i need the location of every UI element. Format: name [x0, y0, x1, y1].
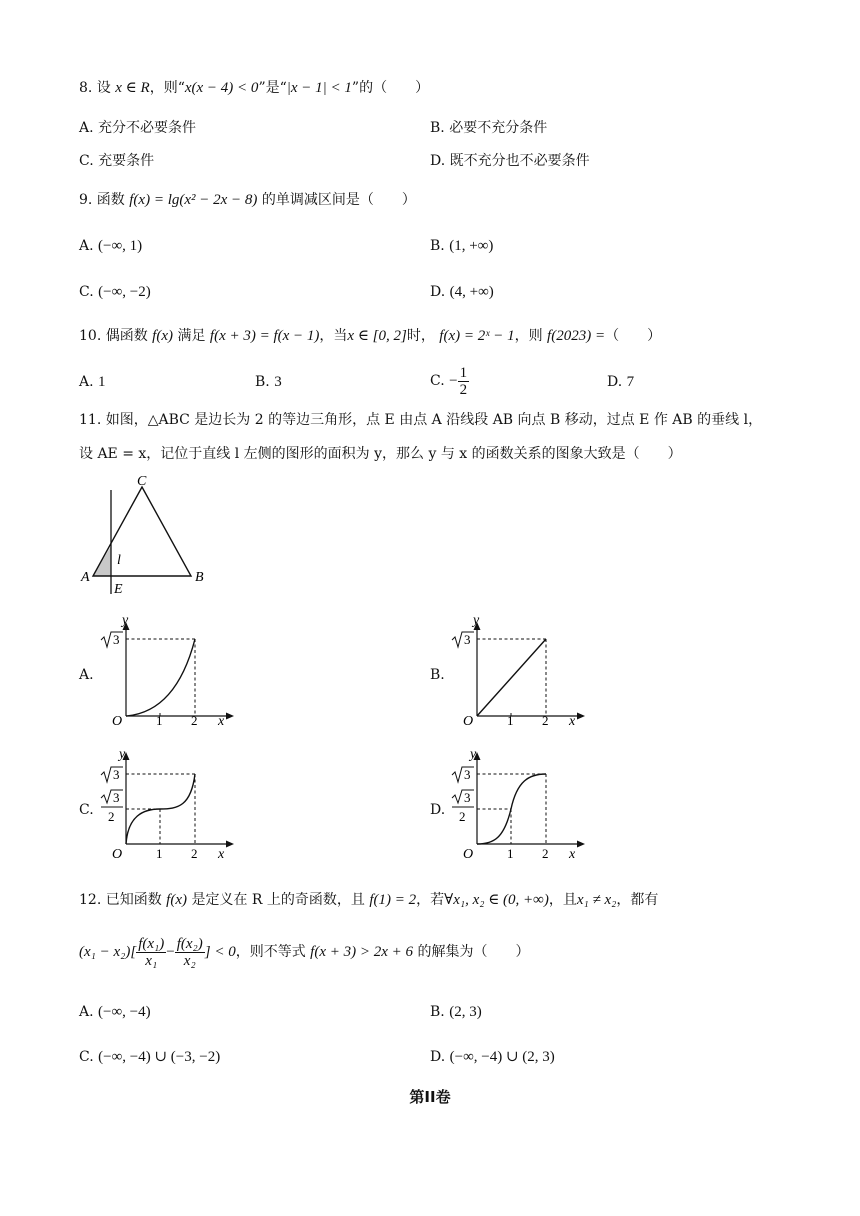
tick-2-label: 2: [542, 846, 549, 861]
q8-stem-pre: 8. 设: [79, 80, 111, 96]
q9-option-d-value: (4, +∞): [449, 284, 494, 300]
y-axis-label: y: [119, 747, 126, 762]
q12-math-forall: ∀x₁, x₂ ∈ (0, +∞): [444, 892, 549, 908]
y-axis-label: y: [473, 613, 480, 628]
q10-stem-mid3: 时，: [406, 328, 435, 344]
q12-frac-x2-num: f(x₂): [176, 935, 203, 952]
tick-2-label: 2: [191, 713, 198, 728]
q8-option-d[interactable]: D. 既不充分也不必要条件: [430, 153, 590, 169]
q12-minus: −: [166, 944, 175, 960]
q10-option-a-value: 1: [98, 374, 106, 390]
q10-math-ask: f(2023) =: [547, 328, 606, 344]
q12-frac-x1: [136, 936, 166, 969]
q9-option-c-label: C.: [79, 284, 94, 300]
q12-option-b-value: (2, 3): [449, 1004, 482, 1020]
q8-math-a: x(x − 4) < 0: [184, 80, 259, 96]
y-axis-label: y: [470, 747, 477, 762]
question-12-stem-line1: [79, 890, 658, 910]
triangle-figure: [75, 470, 215, 600]
q8-option-c[interactable]: C. 充要条件: [79, 153, 155, 169]
q12-option-d-label: D.: [430, 1049, 446, 1065]
q9-option-b-label: B.: [430, 238, 445, 254]
x-axis-label: x: [569, 847, 576, 862]
q12-math-f1: f(1) = 2: [369, 892, 417, 908]
q12-option-b-label: B.: [430, 1004, 445, 1020]
label-b: B: [195, 570, 204, 585]
q10-option-b-value: 3: [274, 374, 282, 390]
origin-label: O: [463, 847, 474, 862]
sqrt3-label: 3: [113, 767, 120, 782]
q11-stem-line2: 设 AE = x，记位于直线 l 左侧的图形的面积为 y，那么 y 与 x 的函数关系的图象大致是（ ）: [79, 446, 682, 462]
sqrt-sign-half: [101, 790, 123, 803]
q12-frac-x1-den: x₁: [145, 952, 158, 969]
q12-ineq-post: ] < 0: [204, 944, 236, 960]
q10-option-c-label: C.: [430, 373, 445, 389]
tick-1-label: 1: [507, 713, 514, 728]
q12-math-ineq: f(x + 3) > 2x + 6: [310, 944, 413, 960]
q12-option-c-label: C.: [79, 1049, 94, 1065]
q12-option-a-label: A.: [79, 1004, 94, 1020]
q10-math-f: f(x): [152, 328, 173, 344]
q8-stem-mid2: ”是“: [258, 80, 287, 96]
label-l: l: [117, 553, 121, 568]
label-a: A: [81, 570, 90, 585]
q12-stem-mid4: ，都有: [616, 892, 659, 908]
q9-option-c-value: (−∞, −2): [98, 284, 151, 300]
q11-option-a-graph: [98, 612, 238, 728]
q10-stem-mid1: 满足: [177, 328, 206, 344]
q12-stem-mid3: ，且: [548, 892, 577, 908]
q9-option-a[interactable]: [79, 236, 142, 256]
question-10-stem: [79, 326, 661, 346]
q10-option-a[interactable]: [79, 372, 106, 392]
q12-option-d[interactable]: [430, 1047, 555, 1067]
q12-math-neq: x₁ ≠ x₂: [576, 892, 617, 908]
sqrt-sign: [452, 632, 474, 647]
sqrt3-label: 3: [464, 632, 471, 647]
q9-stem-pre: 9. 函数: [79, 192, 125, 208]
q11-option-c-label[interactable]: C.: [79, 802, 94, 818]
q10-option-c[interactable]: [430, 361, 469, 401]
q12-stem-pre: 12. 已知函数: [79, 892, 162, 908]
half-denominator: 2: [108, 809, 115, 824]
q12-math-f: f(x): [166, 892, 187, 908]
half-denominator: 2: [459, 809, 466, 824]
half-numerator: 3: [464, 790, 471, 805]
x-axis-label: x: [218, 714, 225, 728]
q10-stem-end: （ ）: [605, 328, 662, 344]
q12-stem-end: 的解集为（ ）: [417, 944, 530, 960]
q8-stem-mid1: ，则“: [149, 80, 185, 96]
tick-1-label: 1: [156, 713, 163, 728]
q11-option-b-label[interactable]: B.: [430, 667, 445, 683]
q11-stem-line1: 11. 如图，△ABC 是边长为 2 的等边三角形，点 E 由点 A 沿线段 AB 向点 B 移动，过点 E 作 AB 的垂线 l，: [79, 412, 763, 428]
tick-2-label: 2: [191, 846, 198, 861]
q12-frac-x2-den: x₂: [183, 952, 196, 969]
origin-label: O: [463, 714, 474, 728]
sqrt-sign: [101, 767, 123, 782]
q9-option-b-value: (1, +∞): [449, 238, 494, 254]
sqrt3-label: 3: [464, 767, 471, 782]
q10-option-a-label: A.: [79, 374, 94, 390]
tick-1-label: 1: [156, 846, 163, 861]
label-e: E: [114, 582, 123, 597]
q9-option-d[interactable]: [430, 282, 494, 302]
q11-option-a-label[interactable]: A.: [79, 667, 94, 683]
q10-stem-pre: 10. 偶函数: [79, 328, 148, 344]
q10-math-cond: f(x + 3) = f(x − 1): [209, 328, 320, 344]
sqrt3-label: 3: [113, 632, 120, 647]
q10-option-c-denominator: 2: [459, 381, 468, 398]
q10-option-d[interactable]: [607, 372, 634, 392]
half-numerator: 3: [113, 790, 120, 805]
q9-option-a-label: A.: [79, 238, 94, 254]
origin-label: O: [112, 847, 123, 862]
q10-option-d-label: D.: [607, 374, 623, 390]
q9-option-d-label: D.: [430, 284, 446, 300]
q9-stem-end: 的单调减区间是（ ）: [261, 192, 416, 208]
q12-stem-mid5: ，则不等式: [235, 944, 306, 960]
sqrt-sign-half: [452, 790, 474, 803]
q12-stem-mid2: ，若: [416, 892, 445, 908]
q12-ineq-pre: (x₁ − x₂)[: [79, 944, 137, 960]
x-axis-label: x: [569, 714, 576, 728]
q12-option-b[interactable]: [430, 1002, 482, 1022]
y-axis-label: y: [122, 613, 129, 628]
q10-math-dom: x ∈ [0, 2]: [347, 328, 407, 344]
sqrt-sign: [101, 632, 123, 647]
q9-option-c[interactable]: [79, 282, 151, 302]
q12-frac-x1-num: f(x₁): [138, 935, 165, 952]
q11-option-b-graph: [449, 612, 589, 728]
q10-option-d-value: 7: [626, 374, 635, 390]
q10-math-def: f(x) = 2ˣ − 1: [439, 328, 515, 344]
q12-option-d-value: (−∞, −4) ∪ (2, 3): [449, 1049, 555, 1065]
q8-option-a[interactable]: A. 充分不必要条件: [79, 120, 197, 136]
q12-option-c-value: (−∞, −4) ∪ (−3, −2): [98, 1049, 221, 1065]
curve-a: [126, 639, 195, 716]
q12-frac-x2: [175, 936, 205, 969]
question-12-stem-line2: [79, 930, 529, 974]
q10-option-c-numerator: 1: [459, 364, 468, 381]
section-title: 第II卷: [409, 1088, 451, 1106]
q11-option-d-label[interactable]: D.: [430, 802, 446, 818]
q8-math-b: |x − 1| < 1: [286, 80, 352, 96]
q8-math-cond: x ∈ R: [115, 80, 150, 96]
tick-1-label: 1: [507, 846, 514, 861]
q10-option-b-label: B.: [255, 374, 270, 390]
q8-option-b[interactable]: B. 必要不充分条件: [430, 120, 548, 136]
x-axis-label: x: [218, 847, 225, 862]
q10-option-b[interactable]: [255, 372, 282, 392]
label-c: C: [137, 474, 147, 489]
q12-option-a-value: (−∞, −4): [98, 1004, 151, 1020]
curve-b: [477, 639, 546, 716]
q8-stem-end: ”的（ ）: [351, 80, 430, 96]
q10-stem-mid2: ，当: [319, 328, 348, 344]
q10-option-c-sign: −: [449, 373, 458, 389]
q12-stem-mid1: 是定义在 R 上的奇函数，且: [191, 892, 365, 908]
q12-option-c[interactable]: [79, 1047, 220, 1067]
q10-option-c-fraction: [458, 365, 470, 398]
tick-2-label: 2: [542, 713, 549, 728]
q12-option-a[interactable]: [79, 1002, 151, 1022]
q10-stem-mid4: ，则: [514, 328, 543, 344]
q9-option-a-value: (−∞, 1): [98, 238, 143, 254]
q9-math-f: f(x) = lg(x² − 2x − 8): [129, 192, 258, 208]
q11-option-c-graph: [98, 746, 238, 864]
q11-option-d-graph: [449, 746, 589, 864]
origin-label: O: [112, 714, 123, 728]
question-9-stem: [79, 190, 416, 210]
q9-option-b[interactable]: [430, 236, 493, 256]
sqrt-sign: [452, 767, 474, 782]
question-8-stem: [79, 78, 429, 98]
